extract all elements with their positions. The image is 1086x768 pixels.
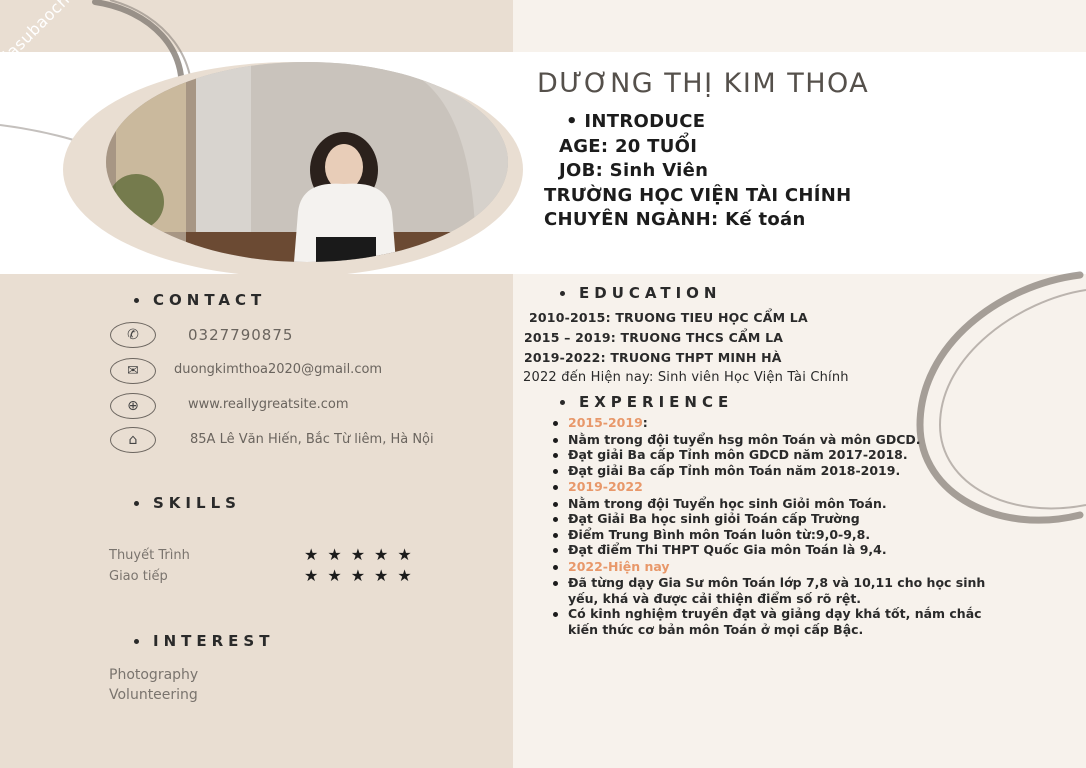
intro-age: AGE: 20 TUỔI [559, 136, 698, 157]
intro-major: CHUYÊN NGÀNH: Kế toán [544, 209, 806, 230]
education-item: 2010-2015: TRUONG TIEU HỌC CẨM LA [529, 310, 808, 325]
skills-heading: SKILLS [134, 494, 241, 512]
experience-item: Đạt giải Ba cấp Tỉnh môn Toán năm 2018-2019. [552, 463, 992, 479]
experience-item: Đạt điểm Thi THPT Quốc Gia môn Toán là 9,4. [552, 542, 992, 558]
experience-item: Đã từng dạy Gia Sư môn Toán lớp 7,8 và 10,11 cho học sinh yếu, khá và được cải thiện điểm số rõ rệt. [552, 575, 992, 606]
skill-name: Giao tiếp [109, 569, 168, 584]
skill-rating-stars: ★★★★★ [304, 545, 421, 564]
location-icon: ⌂ [110, 427, 156, 453]
contact-email: duongkimthoa2020@gmail.com [174, 362, 383, 377]
experience-heading: EXPERIENCE [560, 393, 733, 411]
skill-rating-stars: ★★★★★ [304, 566, 421, 585]
experience-item: Có kinh nghiệm truyền đạt và giảng dạy khá tốt, nắm chắc kiến thức cơ bản môn Toán ở mọi cấp Bậc. [552, 606, 992, 637]
skill-name: Thuyết Trình [109, 548, 190, 563]
education-heading: EDUCATION [560, 284, 721, 302]
experience-period: 2022-Hiện nay [552, 559, 992, 575]
phone-icon: ✆ [110, 322, 156, 348]
intro-title: • INTRODUCE [566, 111, 706, 132]
contact-phone: 0327790875 [188, 326, 294, 344]
experience-item: Đạt giải Ba cấp Tỉnh môn GDCD năm 2017-2018. [552, 447, 992, 463]
intro-job: JOB: Sinh Viên [559, 160, 709, 181]
profile-photo [106, 62, 508, 262]
globe-icon: ⊕ [110, 393, 156, 419]
experience-item: Đạt Giải Ba học sinh giỏi Toán cấp Trường [552, 511, 992, 527]
interest-item: Photography [109, 667, 199, 683]
education-item: 2019-2022: TRUONG THPT MINH HÀ [524, 350, 782, 365]
candidate-name: DƯƠNG THỊ KIM THOA [537, 68, 870, 99]
experience-period: 2019-2022 [552, 479, 992, 495]
experience-item: Nằm trong đội Tuyển học sinh Giỏi môn Toán. [552, 496, 992, 512]
experience-item: Nằm trong đội tuyển hsg môn Toán và môn GDCD. [552, 432, 992, 448]
experience-period: 2015-2019: [552, 415, 992, 431]
email-icon: ✉ [110, 358, 156, 384]
bullet-dot: • [566, 111, 585, 132]
education-item: 2015 – 2019: TRUONG THCS CẨM LA [524, 330, 784, 345]
contact-address: 85A Lê Văn Hiến, Bắc Từ liêm, Hà Nội [190, 432, 434, 447]
contact-heading: CONTACT [134, 291, 266, 309]
education-item: 2022 đến Hiện nay: Sinh viên Học Viện Tài Chính [523, 370, 849, 385]
experience-item: Điểm Trung Bình môn Toán luôn từ:9,0-9,8. [552, 527, 992, 543]
contact-website: www.reallygreatsite.com [188, 397, 349, 412]
interest-heading: INTEREST [134, 632, 274, 650]
interest-item: Volunteering [109, 687, 198, 703]
intro-school: TRƯỜNG HỌC VIỆN TÀI CHÍNH [544, 185, 852, 206]
experience-list [552, 414, 992, 637]
